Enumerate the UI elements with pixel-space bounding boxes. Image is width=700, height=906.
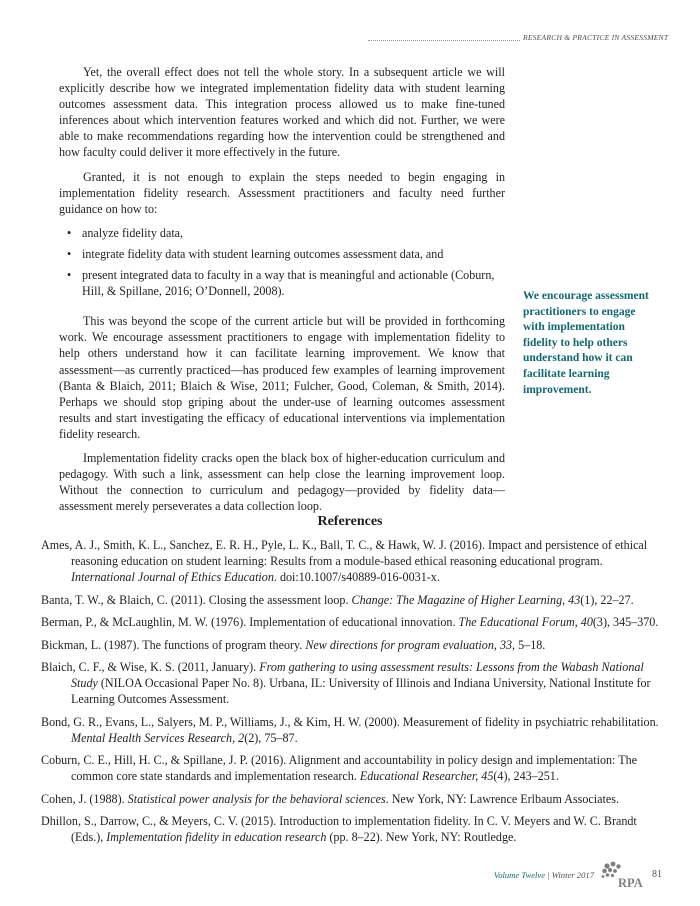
pull-quote: We encourage assessment practitioners to engage with implementation fidelity to help others understand how it can facilitate learning improvement. xyxy=(523,290,649,396)
paragraph-4: Implementation fidelity cracks open the black box of higher-education curriculum and pedagogy. With such a link, assessment can help close the learning improvement loop. Without the connection to curriculum and pedagogy—provided by fidelity data—assessment merely perseverates a data collection loop. xyxy=(59,450,505,514)
paragraph-3: This was beyond the scope of the current article but will be provided in forthcoming work. We encourage assessment practitioners to engage with implementation fidelity to help others understand how it can facilitate learning improvement. We know that assessment—as currently practiced—has produced few examples of learning improvement (Banta & Blaich, 2011; Blaich & Wise, 2011; Fulcher, Good, Coleman, & Smith, 2014). Perhaps we should stop griping about the under-use of learning outcomes assessment results and start investigating the efficacy of educational interventions via implementation fidelity research. xyxy=(59,314,505,441)
list-item: • present integrated data to faculty in a way that is meaningful and actionable (Coburn, Hill, & Spillane, 2016; O’Donnell, 2008). xyxy=(82,267,505,299)
body-text xyxy=(59,64,505,522)
references-list xyxy=(41,537,661,852)
reference-entry: Coburn, C. E., Hill, H. C., & Spillane, J. P. (2016). Alignment and accountability in policy design and implementation: The common core state standards and implementation research. Educational Researcher, 45(4), 243–251. xyxy=(41,753,637,783)
svg-text:RPA: RPA xyxy=(618,876,643,890)
reference-entry: Banta, T. W., & Blaich, C. (2011). Closing the assessment loop. Change: The Magazine of Higher Learning, 43(1), 22–27. xyxy=(41,592,634,607)
page-footer xyxy=(0,860,700,890)
page-number: 81 xyxy=(652,869,662,880)
reference-entry: Dhillon, S., Darrow, C., & Meyers, C. V. (2015). Introduction to implementation fidelity. In C. V. Meyers and W. C. Brandt (Eds.), Implementation fidelity in education research (pp. 8–22). New York, NY: Routledge. xyxy=(41,814,637,844)
reference-entry: Ames, A. J., Smith, K. L., Sanchez, E. R. H., Pyle, L. K., Ball, T. C., & Hawk, W. J. (2016). Impact and persistence of ethical reasoning education on student learning: Results from a module-based ethical reasoning educational program. International Journal of Ethics Education. doi:10.1007/s40889-016-0031-x. xyxy=(41,538,648,584)
rpa-logo-icon xyxy=(598,860,643,890)
reference-entry: Blaich, C. F., & Wise, K. S. (2011, January). From gathering to using assessment results: Lessons from the Wabash National Study (NILOA Occasional Paper No. 8). Urbana, IL: University of Illinois and Indiana University, National Institute for Learning Outcomes Assessment. xyxy=(41,660,651,706)
reference-entry: Bickman, L. (1987). The functions of program theory. New directions for program evaluation, 33, 5–18. xyxy=(41,637,546,652)
references-heading: References xyxy=(317,514,383,529)
list-item: • integrate fidelity data with student learning outcomes assessment data, and xyxy=(82,246,505,262)
footer-issue: Volume Twelve | Winter 2017 xyxy=(493,870,594,880)
guidance-list xyxy=(59,225,505,299)
running-head: RESEARCH & PRACTICE IN ASSESSMENT xyxy=(523,33,669,42)
reference-entry: Cohen, J. (1988). Statistical power analysis for the behavioral sciences. New York, NY: Lawrence Erlbaum Associates. xyxy=(41,791,619,806)
paragraph-2: Granted, it is not enough to explain the steps needed to begin engaging in implementation fidelity research. Assessment practitioners and faculty need further guidance on how to: xyxy=(59,169,505,216)
paragraph-1: Yet, the overall effect does not tell the whole story. In a subsequent article we will explicitly describe how we integrated implementation fidelity data with student learning outcomes assessment data. This integration process allowed us to make fine-tuned inferences about which intervention features worked and which did not. Further, we were able to make recommendations regarding how the intervention could be strengthened and how faculty could deliver it more effectively in the future. xyxy=(59,65,505,160)
reference-entry: Berman, P., & McLaughlin, M. W. (1976). Implementation of educational innovation. The Educational Forum, 40(3), 345–370. xyxy=(41,615,659,629)
header-dotted-rule xyxy=(368,40,520,41)
reference-entry: Bond, G. R., Evans, L., Salyers, M. P., Williams, J., & Kim, H. W. (2000). Measurement of fidelity in psychiatric rehabilitation. Mental Health Services Research, 2(2), 75–87. xyxy=(41,714,659,745)
list-item: • analyze fidelity data, xyxy=(82,225,505,241)
